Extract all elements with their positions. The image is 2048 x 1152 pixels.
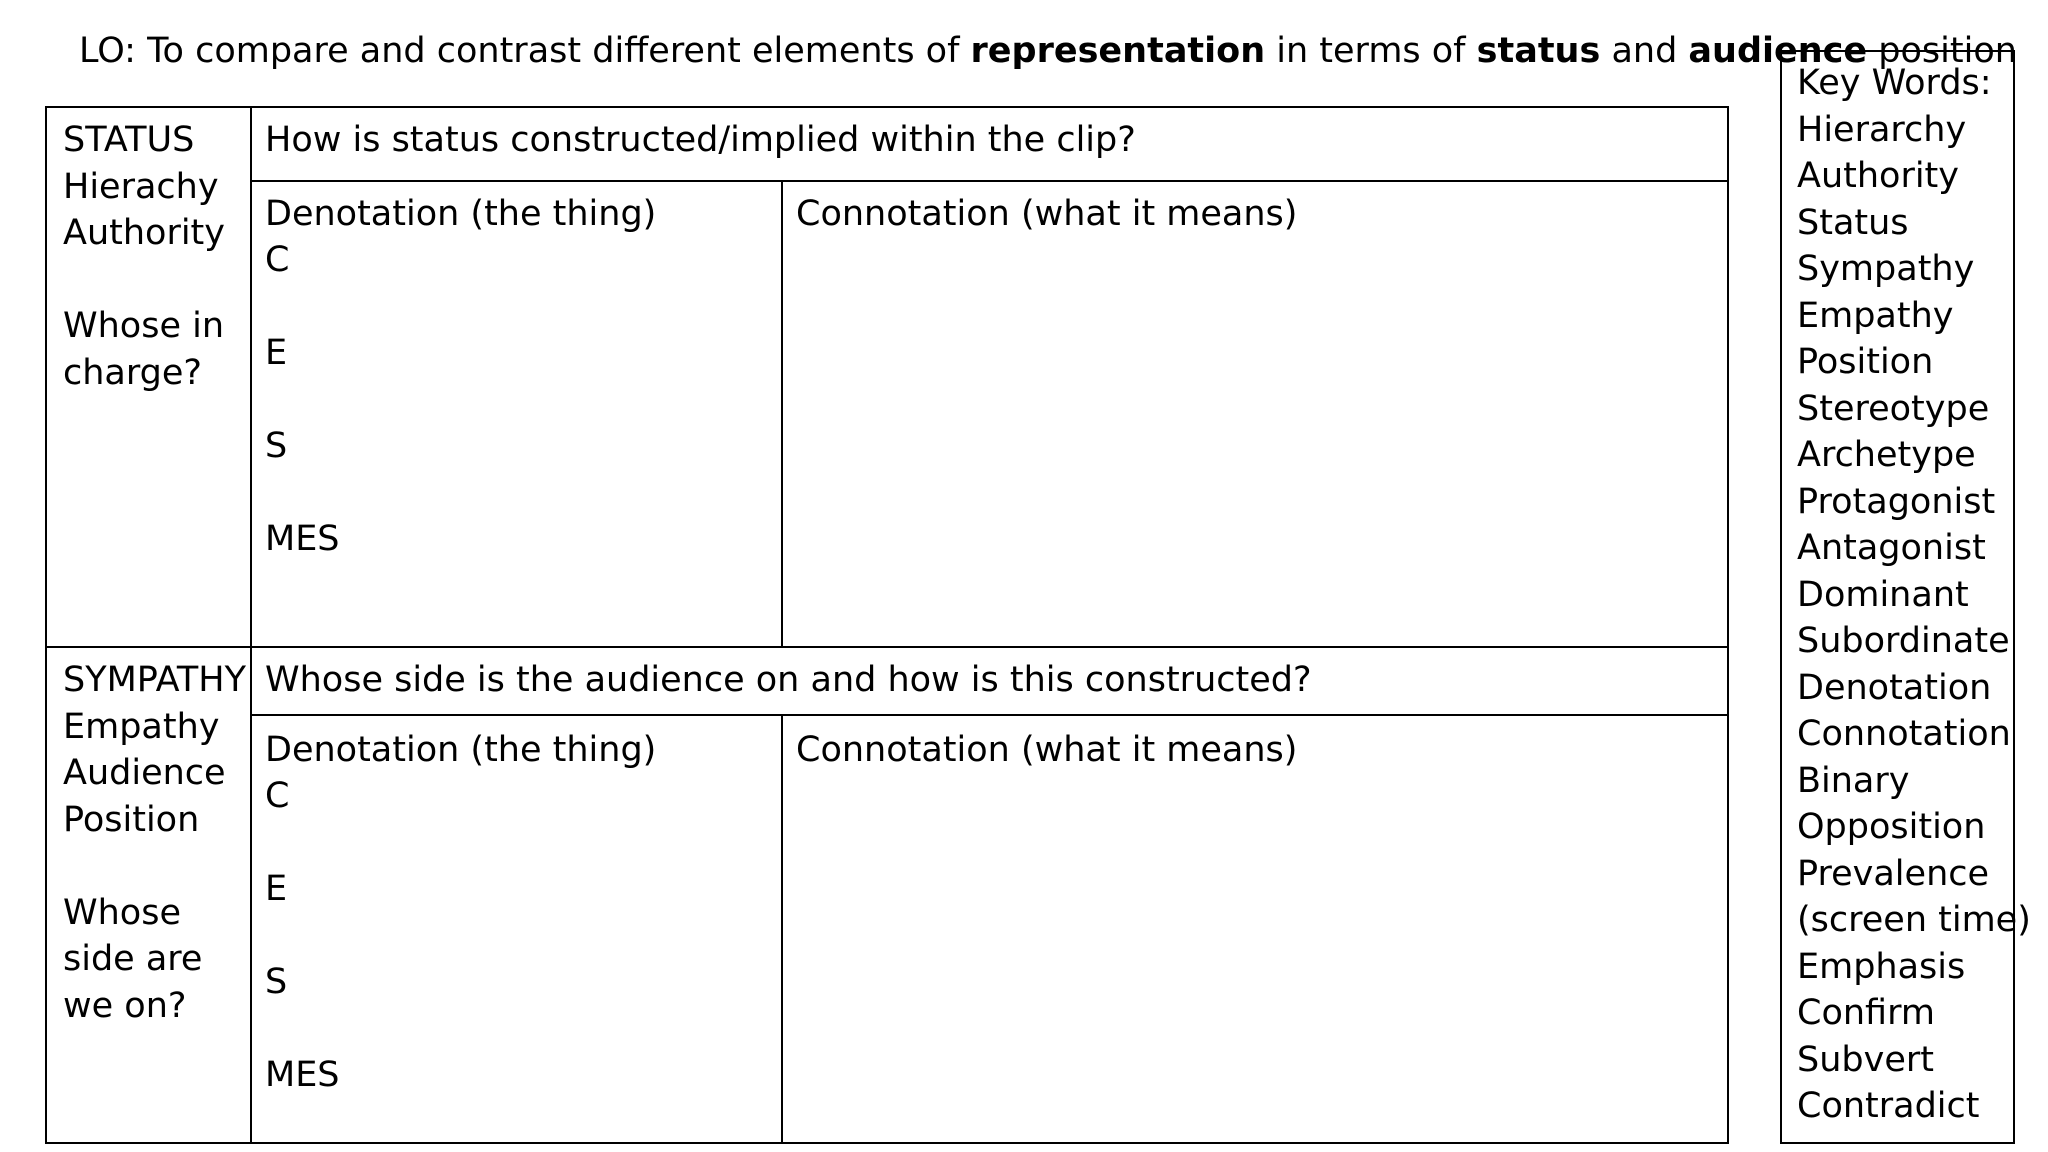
learning-objective <box>79 28 2017 74</box>
lo-prefix: LO: To compare and contrast different elements of <box>79 31 971 71</box>
cesm-item-sound: S <box>265 426 288 466</box>
cesm-item-sound: S <box>265 962 288 1002</box>
cesm-item-camera: C <box>265 776 290 816</box>
sympathy-label-line: Audience <box>63 753 226 793</box>
status-label-line <box>63 257 253 304</box>
cesm-item-editing: E <box>265 333 288 373</box>
key-word-item: Opposition <box>1797 807 1986 847</box>
status-question-divider <box>252 180 1727 182</box>
key-word-item: Protagonist <box>1797 481 1996 522</box>
key-word-item: Denotation <box>1797 667 1992 708</box>
key-word-item: Archetype <box>1797 435 1976 475</box>
cesm-item-mise-en-scene: MES <box>265 519 340 559</box>
status-denotation-divider <box>781 182 783 646</box>
key-word-item: Confirm <box>1797 993 1935 1033</box>
sympathy-cesm-list <box>265 773 340 1099</box>
sympathy-label-line: Empathy <box>63 706 220 747</box>
key-word-item: (screen time) <box>1797 900 2031 940</box>
key-word-item: Status <box>1797 202 1909 243</box>
key-word-item: Subordinate <box>1797 621 2010 661</box>
sympathy-denotation-divider <box>781 716 783 1142</box>
lo-suffix: position <box>1867 31 2017 71</box>
sympathy-connotation-header: Connotation (what it means) <box>796 730 1298 770</box>
key-word-item: Connotation <box>1797 714 2011 754</box>
sympathy-denotation-header: Denotation (the thing) <box>265 730 657 770</box>
key-word-item: Stereotype <box>1797 388 1990 429</box>
key-word-item: Hierarchy <box>1797 109 1967 150</box>
lo-mid-2: and <box>1600 31 1689 71</box>
sympathy-question-divider <box>252 714 1727 716</box>
worksheet-table <box>45 106 1729 1144</box>
key-word-item: Dominant <box>1797 574 1969 615</box>
status-label-line: Whose in <box>63 306 225 346</box>
cesm-item-camera: C <box>265 240 290 280</box>
key-word-item: Empathy <box>1797 295 1954 336</box>
sympathy-question: Whose side is the audience on and how is this constructed? <box>265 660 1312 700</box>
sympathy-label <box>63 657 253 1029</box>
status-denotation-header: Denotation (the thing) <box>265 194 657 234</box>
status-label-line: STATUS <box>63 120 195 160</box>
sympathy-label-line: Whose <box>63 892 181 933</box>
key-word-item: Sympathy <box>1797 249 1975 289</box>
key-word-item: Contradict <box>1797 1086 1980 1126</box>
cesm-item-mise-en-scene: MES <box>265 1055 340 1095</box>
status-question: How is status constructed/implied within the clip? <box>265 120 1136 160</box>
key-words-title: Key Words: <box>1797 63 1992 103</box>
section-divider <box>47 646 1727 648</box>
key-words-box <box>1780 50 2031 1144</box>
sympathy-label-line: Position <box>63 799 200 840</box>
key-word-item: Position <box>1797 342 1934 382</box>
sympathy-label-line <box>63 843 253 890</box>
lo-term-representation: representation <box>970 31 1266 71</box>
key-word-item: Prevalence <box>1797 853 1990 894</box>
status-label-line: Authority <box>63 213 225 253</box>
status-label-line: Hierachy <box>63 166 219 207</box>
key-word-item: Binary <box>1797 760 1910 801</box>
status-cesm-list <box>265 237 340 563</box>
key-word-item: Emphasis <box>1797 946 1966 987</box>
status-label-line: charge? <box>63 352 202 393</box>
cesm-item-editing: E <box>265 869 288 909</box>
lo-mid-1: in terms of <box>1265 31 1477 71</box>
lo-term-audience: audience <box>1688 31 1868 71</box>
status-connotation-header: Connotation (what it means) <box>796 194 1298 234</box>
sympathy-label-line: we on? <box>63 985 187 1026</box>
sympathy-label-line: side are <box>63 939 203 979</box>
key-word-item: Authority <box>1797 156 1959 196</box>
lo-term-status: status <box>1476 31 1601 71</box>
sympathy-label-line: SYMPATHY <box>63 660 246 700</box>
key-word-item: Subvert <box>1797 1039 1934 1080</box>
status-label <box>63 117 253 396</box>
key-word-item: Antagonist <box>1797 528 1986 568</box>
